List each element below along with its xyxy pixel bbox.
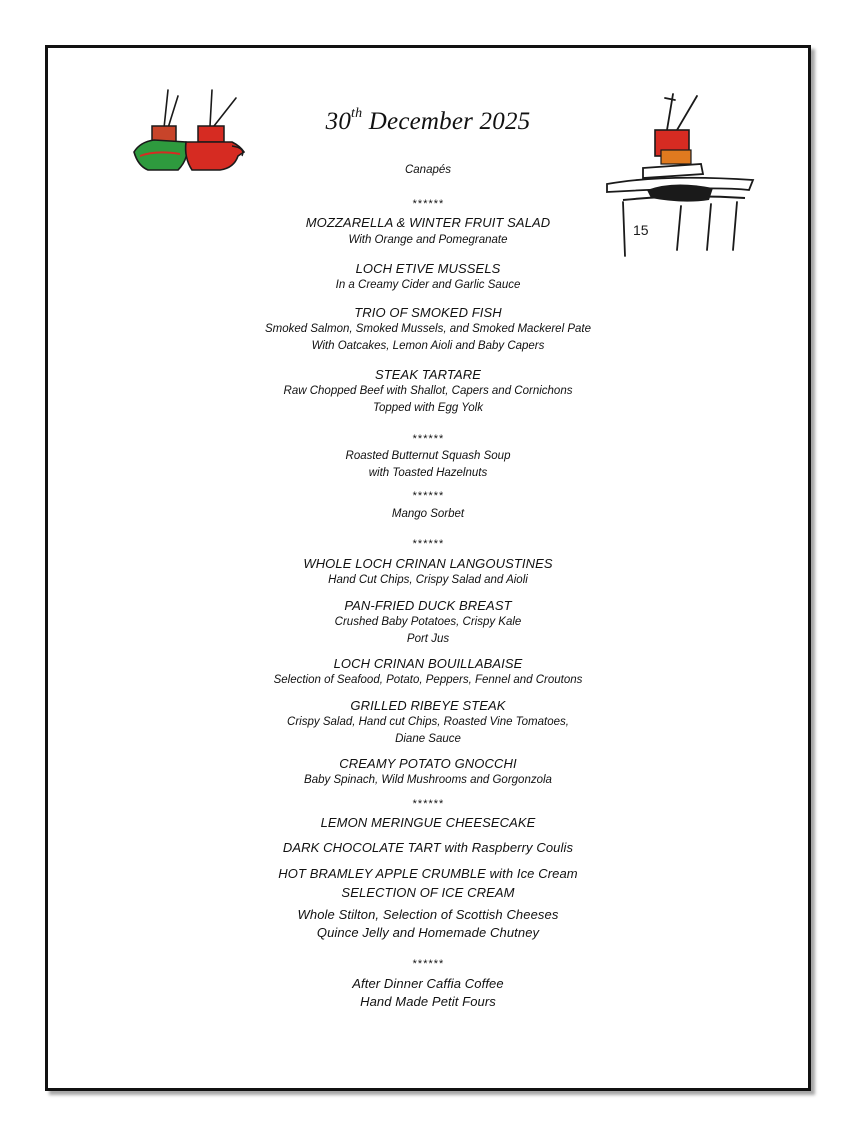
main-desc: Hand Cut Chips, Crispy Salad and Aioli <box>328 574 528 586</box>
starter-name: MOZZARELLA & WINTER FRUIT SALAD <box>305 215 551 230</box>
dessert-item: SELECTION OF ICE CREAM <box>341 885 515 900</box>
main-desc: Selection of Seafood, Potato, Peppers, Fennel and Croutons <box>273 674 583 686</box>
soup-line: with Toasted Hazelnuts <box>368 467 488 479</box>
main-name: GRILLED RIBEYE STEAK <box>350 698 506 713</box>
starter-name: TRIO OF SMOKED FISH <box>354 305 502 320</box>
main-name: PAN-FRIED DUCK BREAST <box>344 598 512 613</box>
starter-desc: Topped with Egg Yolk <box>373 402 483 414</box>
boat-number: 15 <box>633 222 649 238</box>
main-desc: Diane Sauce <box>395 733 461 745</box>
cheese-line: Quince Jelly and Homemade Chutney <box>316 925 540 940</box>
cheese-line: Whole Stilton, Selection of Scottish Cheeses <box>297 907 559 922</box>
main-name: WHOLE LOCH CRINAN LANGOUSTINES <box>303 556 553 571</box>
main-desc: Port Jus <box>406 633 450 645</box>
coffee-line: After Dinner Caffia Coffee <box>352 976 504 991</box>
coffee-line: Hand Made Petit Fours <box>360 994 496 1009</box>
separator: ****** <box>412 798 444 810</box>
starter-name: STEAK TARTARE <box>374 367 482 382</box>
sorbet-line: Mango Sorbet <box>391 508 465 520</box>
main-name: CREAMY POTATO GNOCCHI <box>339 756 517 771</box>
separator: ****** <box>412 490 444 502</box>
separator: ****** <box>412 538 444 550</box>
soup-line: Roasted Butternut Squash Soup <box>345 450 511 462</box>
title-day-suffix: th <box>351 106 363 121</box>
starter-desc: With Orange and Pomegranate <box>348 234 508 246</box>
starter-name: LOCH ETIVE MUSSELS <box>355 261 501 276</box>
starter-desc: In a Creamy Cider and Garlic Sauce <box>335 279 521 291</box>
dessert-item: DARK CHOCOLATE TART with Raspberry Coulis <box>282 840 574 855</box>
menu-card <box>45 45 811 1091</box>
main-desc: Baby Spinach, Wild Mushrooms and Gorgonzola <box>304 774 552 786</box>
main-desc: Crispy Salad, Hand cut Chips, Roasted Vine Tomatoes, <box>287 716 569 728</box>
separator: ****** <box>412 958 444 970</box>
title-day: 30 <box>325 108 352 135</box>
main-name: LOCH CRINAN BOUILLABAISE <box>333 656 523 671</box>
dessert-item: HOT BRAMLEY APPLE CRUMBLE with Ice Cream <box>278 866 578 881</box>
canapes-label: Canapés <box>404 164 452 176</box>
page-title <box>48 108 808 136</box>
main-desc: Crushed Baby Potatoes, Crispy Kale <box>334 616 522 628</box>
separator: ****** <box>412 198 444 210</box>
starter-desc: Raw Chopped Beef with Shallot, Capers and Cornichons <box>283 385 573 397</box>
dessert-item: LEMON MERINGUE CHEESECAKE <box>320 815 536 830</box>
starter-desc: Smoked Salmon, Smoked Mussels, and Smoked Mackerel Pate <box>265 323 591 335</box>
separator: ****** <box>412 433 444 445</box>
title-month-year: December 2025 <box>368 108 531 135</box>
starter-desc: With Oatcakes, Lemon Aioli and Baby Capers <box>311 340 545 352</box>
